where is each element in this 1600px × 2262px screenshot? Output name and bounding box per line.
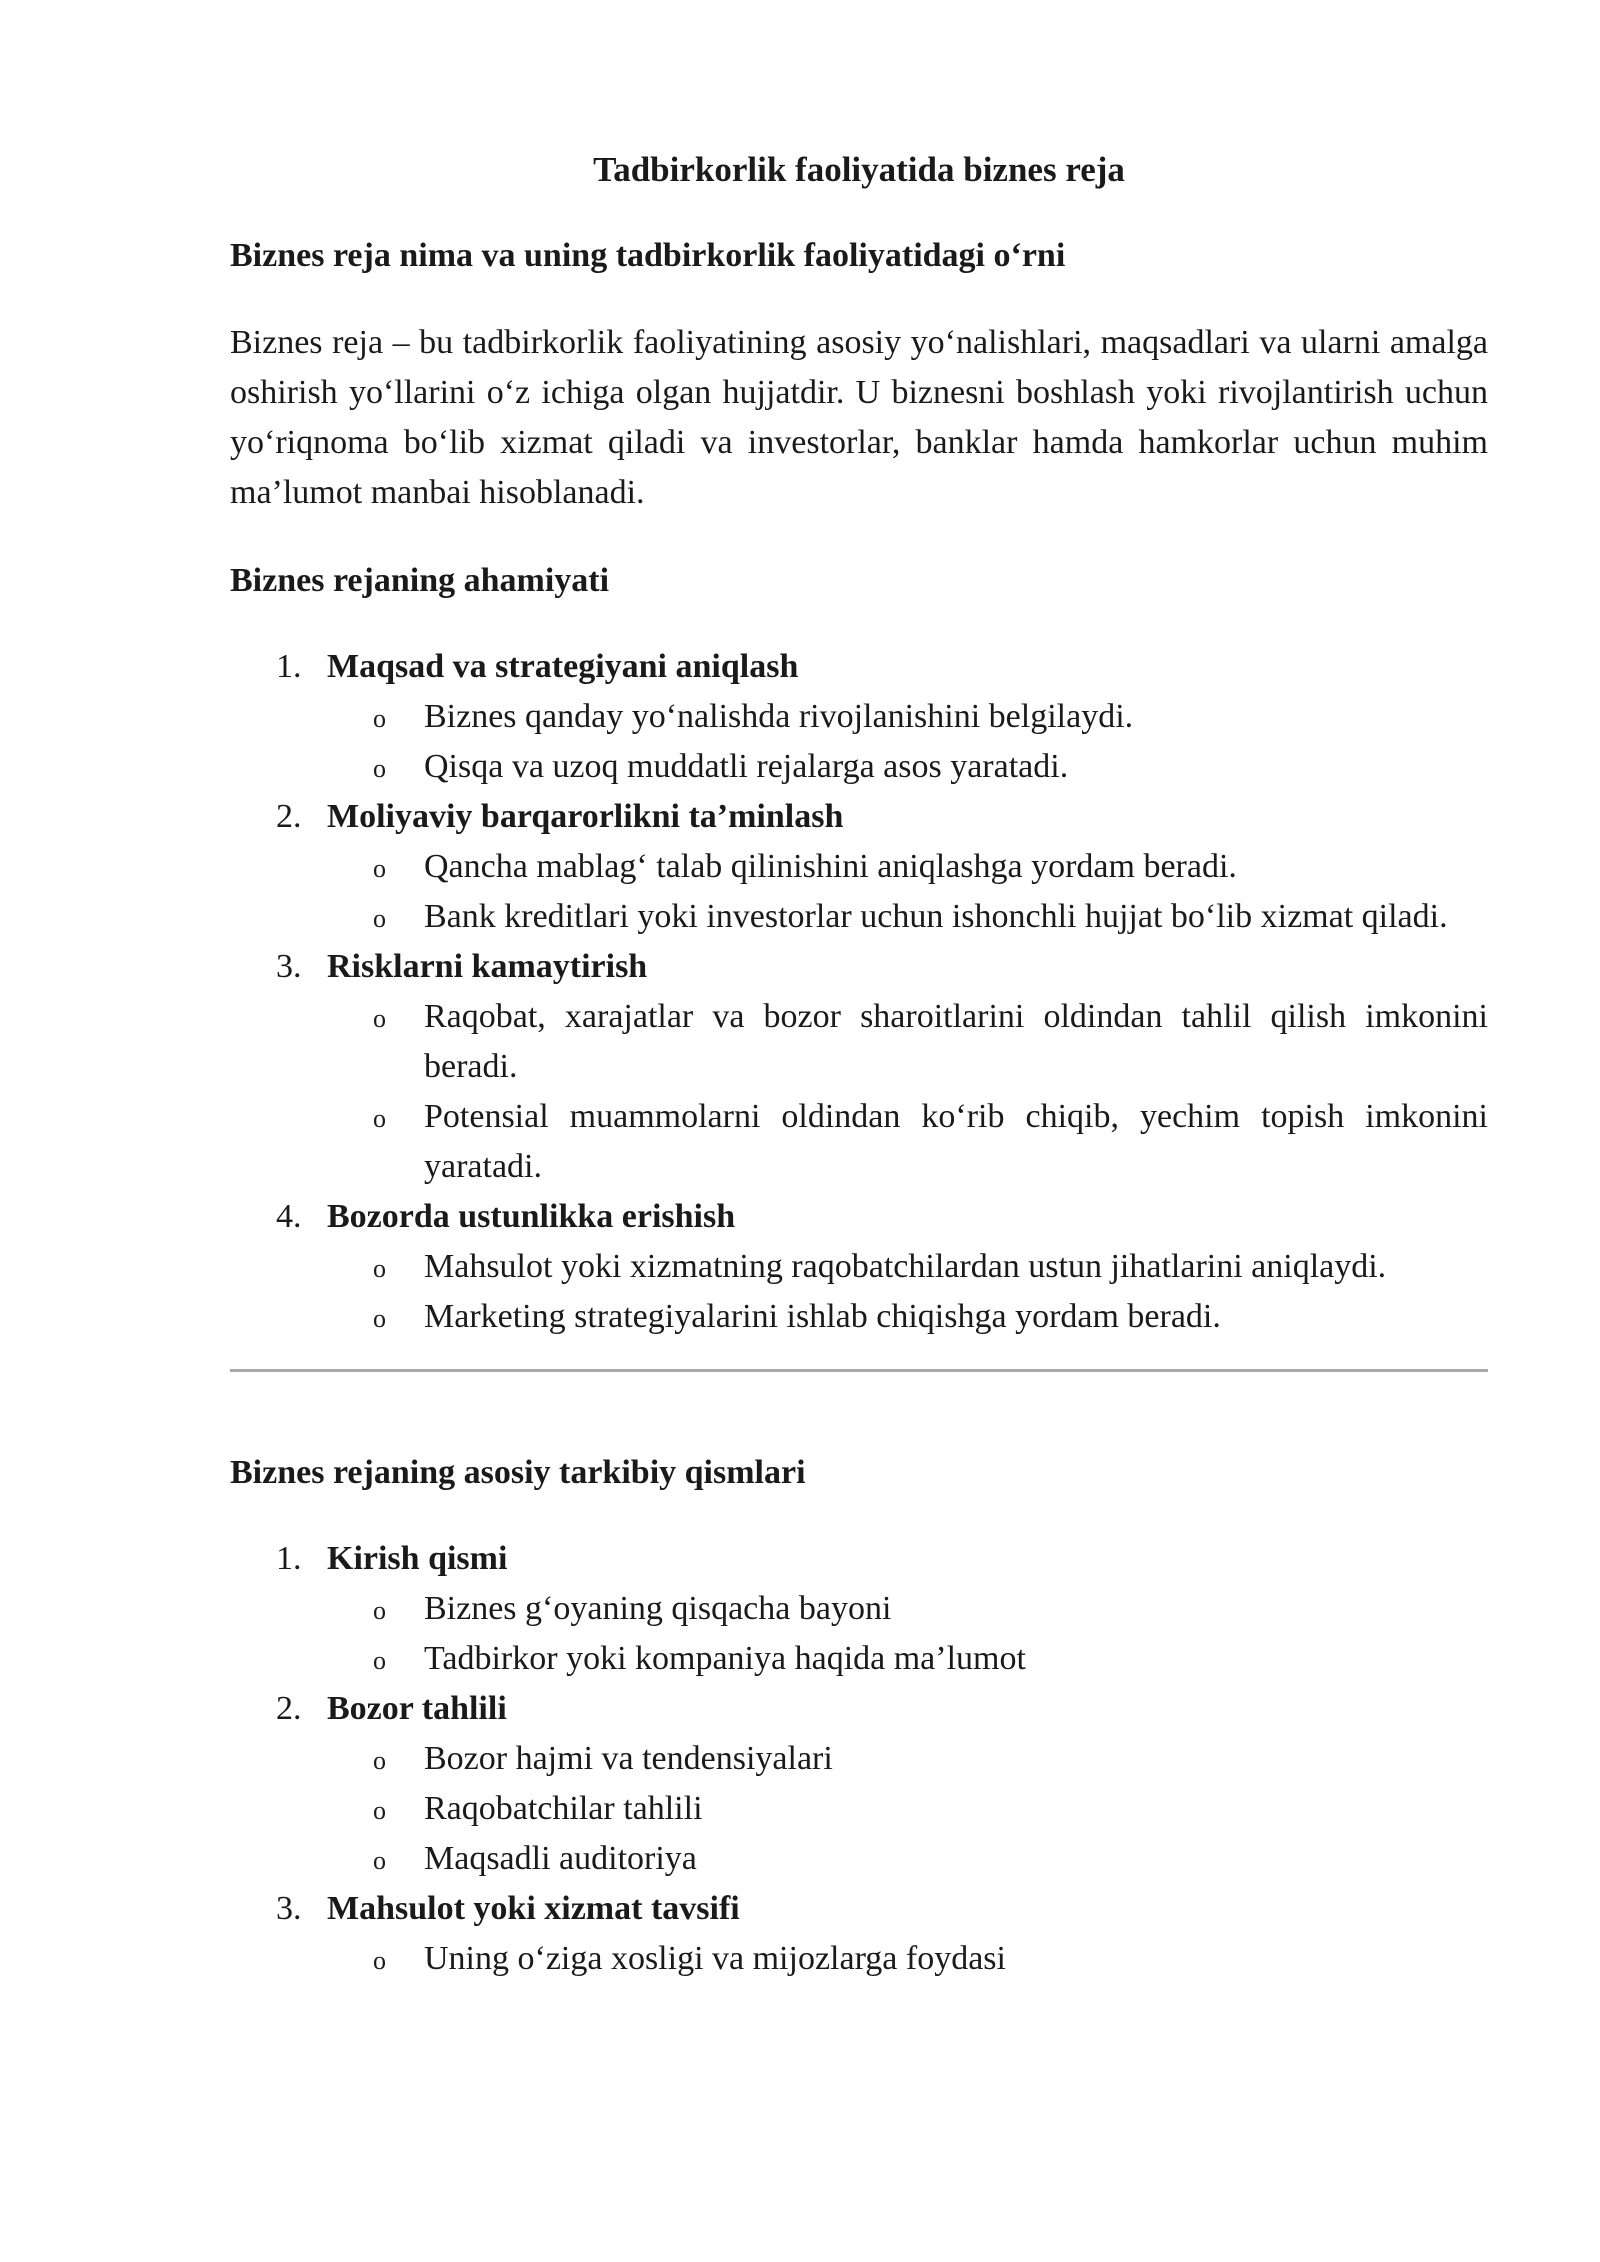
sub-item bbox=[327, 842, 1488, 892]
item-title: Risklarni kamaytirish bbox=[327, 948, 648, 985]
item-title: Bozorda ustunlikka erishish bbox=[327, 1198, 736, 1235]
sub-item-text: Qancha mablag‘ talab qilinishini aniqlashga yordam beradi. bbox=[424, 848, 1237, 885]
sub-item-text: Bank kreditlari yoki investorlar uchun ishonchli hujjat bo‘lib xizmat qiladi. bbox=[424, 898, 1448, 935]
sub-list bbox=[327, 1584, 1488, 1684]
sub-item bbox=[327, 1292, 1488, 1342]
list-item bbox=[230, 1884, 1488, 1984]
sub-item bbox=[327, 1634, 1488, 1684]
list-item bbox=[230, 1534, 1488, 1684]
sub-item-text: Raqobat, xarajatlar va bozor sharoitlarini oldindan tahlil qilish imkonini beradi. bbox=[424, 998, 1488, 1085]
list-item bbox=[230, 1684, 1488, 1884]
item-number: 1. bbox=[276, 648, 302, 685]
sub-list bbox=[327, 692, 1488, 792]
item-title: Moliyaviy barqarorlikni ta’minlash bbox=[327, 798, 844, 835]
sub-item bbox=[327, 1834, 1488, 1884]
item-number: 1. bbox=[276, 1540, 302, 1577]
bullet-icon: o bbox=[373, 904, 386, 933]
item-title: Kirish qismi bbox=[327, 1540, 508, 1577]
section-spacer bbox=[230, 1372, 1488, 1448]
sub-item-text: Biznes qanday yo‘nalishda rivojlanishini belgilaydi. bbox=[424, 698, 1134, 735]
sub-item bbox=[327, 742, 1488, 792]
sub-list bbox=[327, 842, 1488, 942]
section-heading-importance: Biznes rejaning ahamiyati bbox=[230, 562, 610, 599]
item-title: Mahsulot yoki xizmat tavsifi bbox=[327, 1890, 740, 1927]
sub-list bbox=[327, 1242, 1488, 1342]
section-heading-components: Biznes rejaning asosiy tarkibiy qismlari bbox=[230, 1454, 806, 1491]
bullet-icon: o bbox=[373, 1846, 386, 1875]
bullet-icon: o bbox=[373, 1596, 386, 1625]
sub-item bbox=[327, 1784, 1488, 1834]
sub-item-text: Raqobatchilar tahlili bbox=[424, 1790, 703, 1827]
bullet-icon: o bbox=[373, 1254, 386, 1283]
bullet-icon: o bbox=[373, 1004, 386, 1033]
sub-item bbox=[327, 1934, 1488, 1984]
sub-item bbox=[327, 1092, 1488, 1192]
sub-item-text: Maqsadli auditoriya bbox=[424, 1840, 697, 1877]
item-title: Maqsad va strategiyani aniqlash bbox=[327, 648, 799, 685]
sub-item-text: Mahsulot yoki xizmatning raqobatchilardan ustun jihatlarini aniqlaydi. bbox=[424, 1248, 1387, 1285]
list-item bbox=[230, 942, 1488, 1192]
bullet-icon: o bbox=[373, 1304, 386, 1333]
list-item bbox=[230, 1192, 1488, 1342]
sub-item-text: Qisqa va uzoq muddatli rejalarga asos yaratadi. bbox=[424, 748, 1069, 785]
item-number: 3. bbox=[276, 948, 302, 985]
sub-list bbox=[327, 1734, 1488, 1884]
item-number: 4. bbox=[276, 1198, 302, 1235]
sub-item-text: Bozor hajmi va tendensiyalari bbox=[424, 1740, 833, 1777]
bullet-icon: o bbox=[373, 1796, 386, 1825]
definition-paragraph: Biznes reja – bu tadbirkorlik faoliyatining asosiy yo‘nalishlari, maqsadlari va ularni amalga oshirish yo‘llarini o‘z ichiga olgan hujjatdir. U biznesni boshlash yoki rivojlantirish uchun yo‘riqnoma bo‘lib xizmat qiladi va investorlar, banklar hamda hamkorlar uchun muhim ma’lumot manbai hisoblanadi. bbox=[230, 324, 1488, 511]
bullet-icon: o bbox=[373, 704, 386, 733]
sub-item-text: Marketing strategiyalarini ishlab chiqishga yordam beradi. bbox=[424, 1298, 1221, 1335]
sub-item bbox=[327, 892, 1488, 942]
list-item bbox=[230, 642, 1488, 792]
bullet-icon: o bbox=[373, 1946, 386, 1975]
sub-list bbox=[327, 992, 1488, 1192]
sub-item-text: Tadbirkor yoki kompaniya haqida ma’lumot bbox=[424, 1640, 1026, 1677]
importance-list bbox=[230, 642, 1488, 1342]
sub-item-text: Potensial muammolarni oldindan ko‘rib chiqib, yechim topish imkonini yaratadi. bbox=[424, 1098, 1488, 1185]
sub-item bbox=[327, 992, 1488, 1092]
item-number: 3. bbox=[276, 1890, 302, 1927]
item-number: 2. bbox=[276, 1690, 302, 1727]
document-title: Tadbirkorlik faoliyatida biznes reja bbox=[593, 150, 1125, 189]
sub-item bbox=[327, 1242, 1488, 1292]
sub-item bbox=[327, 1584, 1488, 1634]
bullet-icon: o bbox=[373, 854, 386, 883]
section-heading-definition: Biznes reja nima va uning tadbirkorlik faoliyatidagi o‘rni bbox=[230, 237, 1066, 274]
list-item bbox=[230, 792, 1488, 942]
bullet-icon: o bbox=[373, 754, 386, 783]
item-title: Bozor tahlili bbox=[327, 1690, 507, 1727]
sub-item bbox=[327, 1734, 1488, 1784]
sub-item-text: Uning o‘ziga xosligi va mijozlarga foydasi bbox=[424, 1940, 1006, 1977]
item-number: 2. bbox=[276, 798, 302, 835]
sub-item-text: Biznes g‘oyaning qisqacha bayoni bbox=[424, 1590, 892, 1627]
components-list bbox=[230, 1534, 1488, 1984]
bullet-icon: o bbox=[373, 1646, 386, 1675]
sub-item bbox=[327, 692, 1488, 742]
bullet-icon: o bbox=[373, 1746, 386, 1775]
sub-list bbox=[327, 1934, 1488, 1984]
bullet-icon: o bbox=[373, 1104, 386, 1133]
